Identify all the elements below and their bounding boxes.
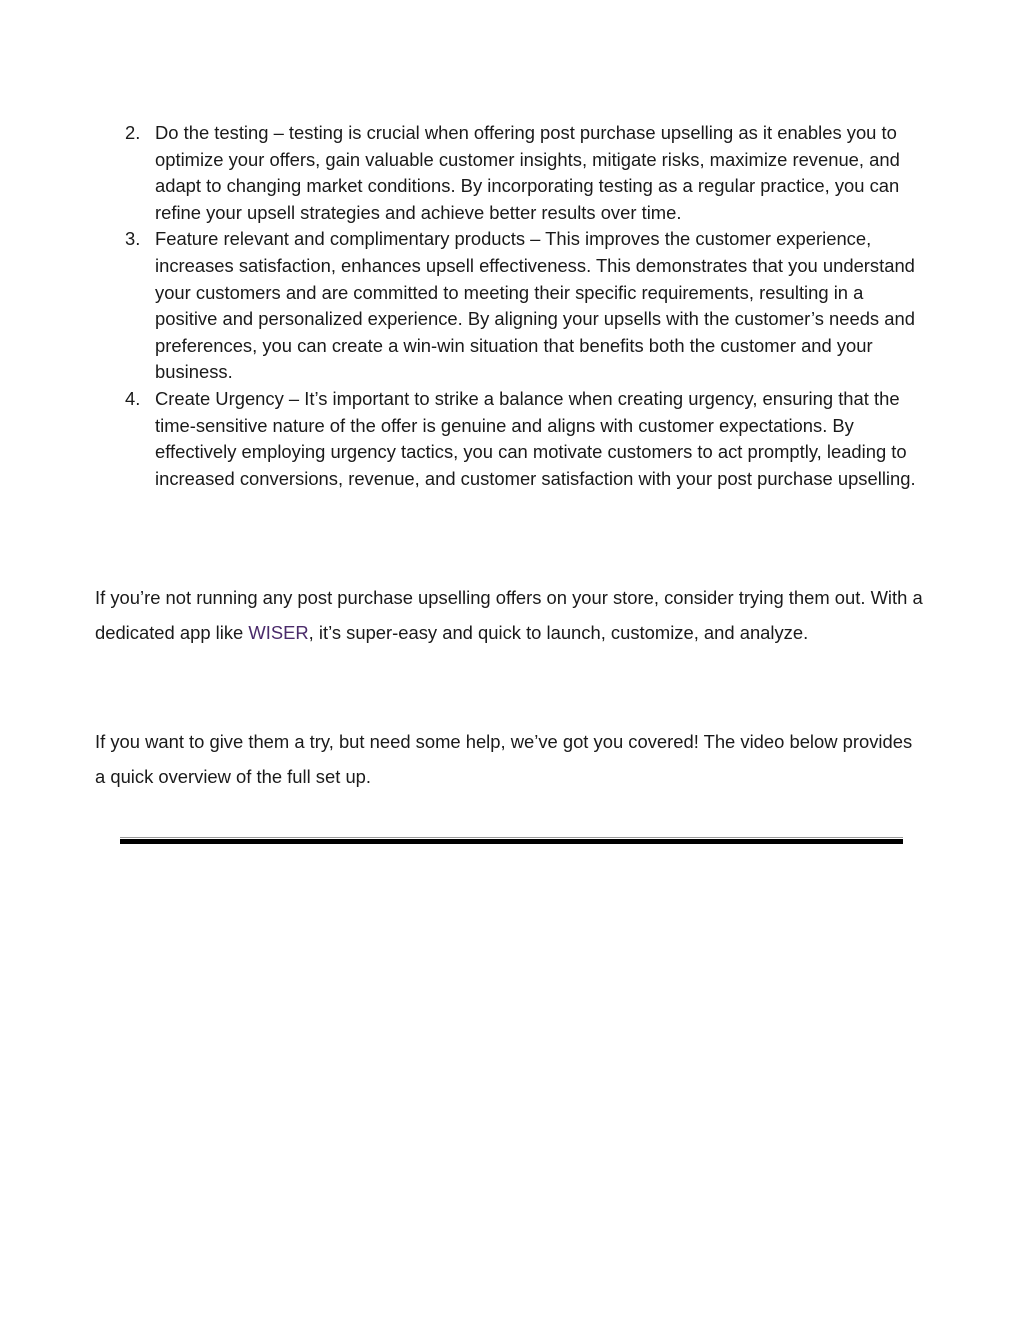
promo-paragraph [95, 581, 925, 650]
divider-top-line [120, 837, 903, 838]
list-item-text: Create Urgency – It’s important to strike a balance when creating urgency, ensuring that the time-sensitive nature of the offer is genuine and aligns with customer expectations. By effectively employing urgency tactics, you can motivate customers to act promptly, leading to increased conversions, revenue, and customer satisfaction with your post purchase upselling. [155, 387, 916, 489]
tips-list [120, 120, 930, 492]
help-paragraph: If you want to give them a try, but need some help, we’ve got you covered! The video below provides a quick overview of the full set up. [95, 731, 913, 787]
list-item-number: 4. [125, 387, 141, 409]
horizontal-divider [120, 837, 903, 846]
list-item-text: Feature relevant and complimentary products – This improves the customer experience, increases satisfaction, enhances upsell effectiveness. This demonstrates that you understand your customers and are committed to meeting their specific requirements, resulting in a positive and personalized experience. By aligning your upsells with the customer’s needs and preferences, you can create a win-win situation that benefits both the customer and your business. [155, 228, 915, 383]
promo-text-before-link: If you’re not running any post purchase upselling offers on your store, consider trying them out. With a dedicated app like [95, 587, 923, 643]
wiser-link[interactable]: WISER [248, 621, 309, 643]
divider-bar [120, 839, 903, 844]
promo-text-after-link: , it’s super-easy and quick to launch, customize, and analyze. [308, 621, 809, 643]
list-item-number: 3. [125, 228, 141, 250]
list-item [120, 120, 930, 226]
list-item-number: 2. [125, 122, 141, 143]
list-item [120, 386, 930, 492]
list-item-text: Do the testing – testing is crucial when offering post purchase upselling as it enables you to optimize your offers, gain valuable customer insights, mitigate risks, maximize revenue, and adapt to changing market conditions. By incorporating testing as a regular practice, you can refine your upsell strategies and achieve better results over time. [155, 122, 900, 223]
list-item [120, 226, 930, 386]
